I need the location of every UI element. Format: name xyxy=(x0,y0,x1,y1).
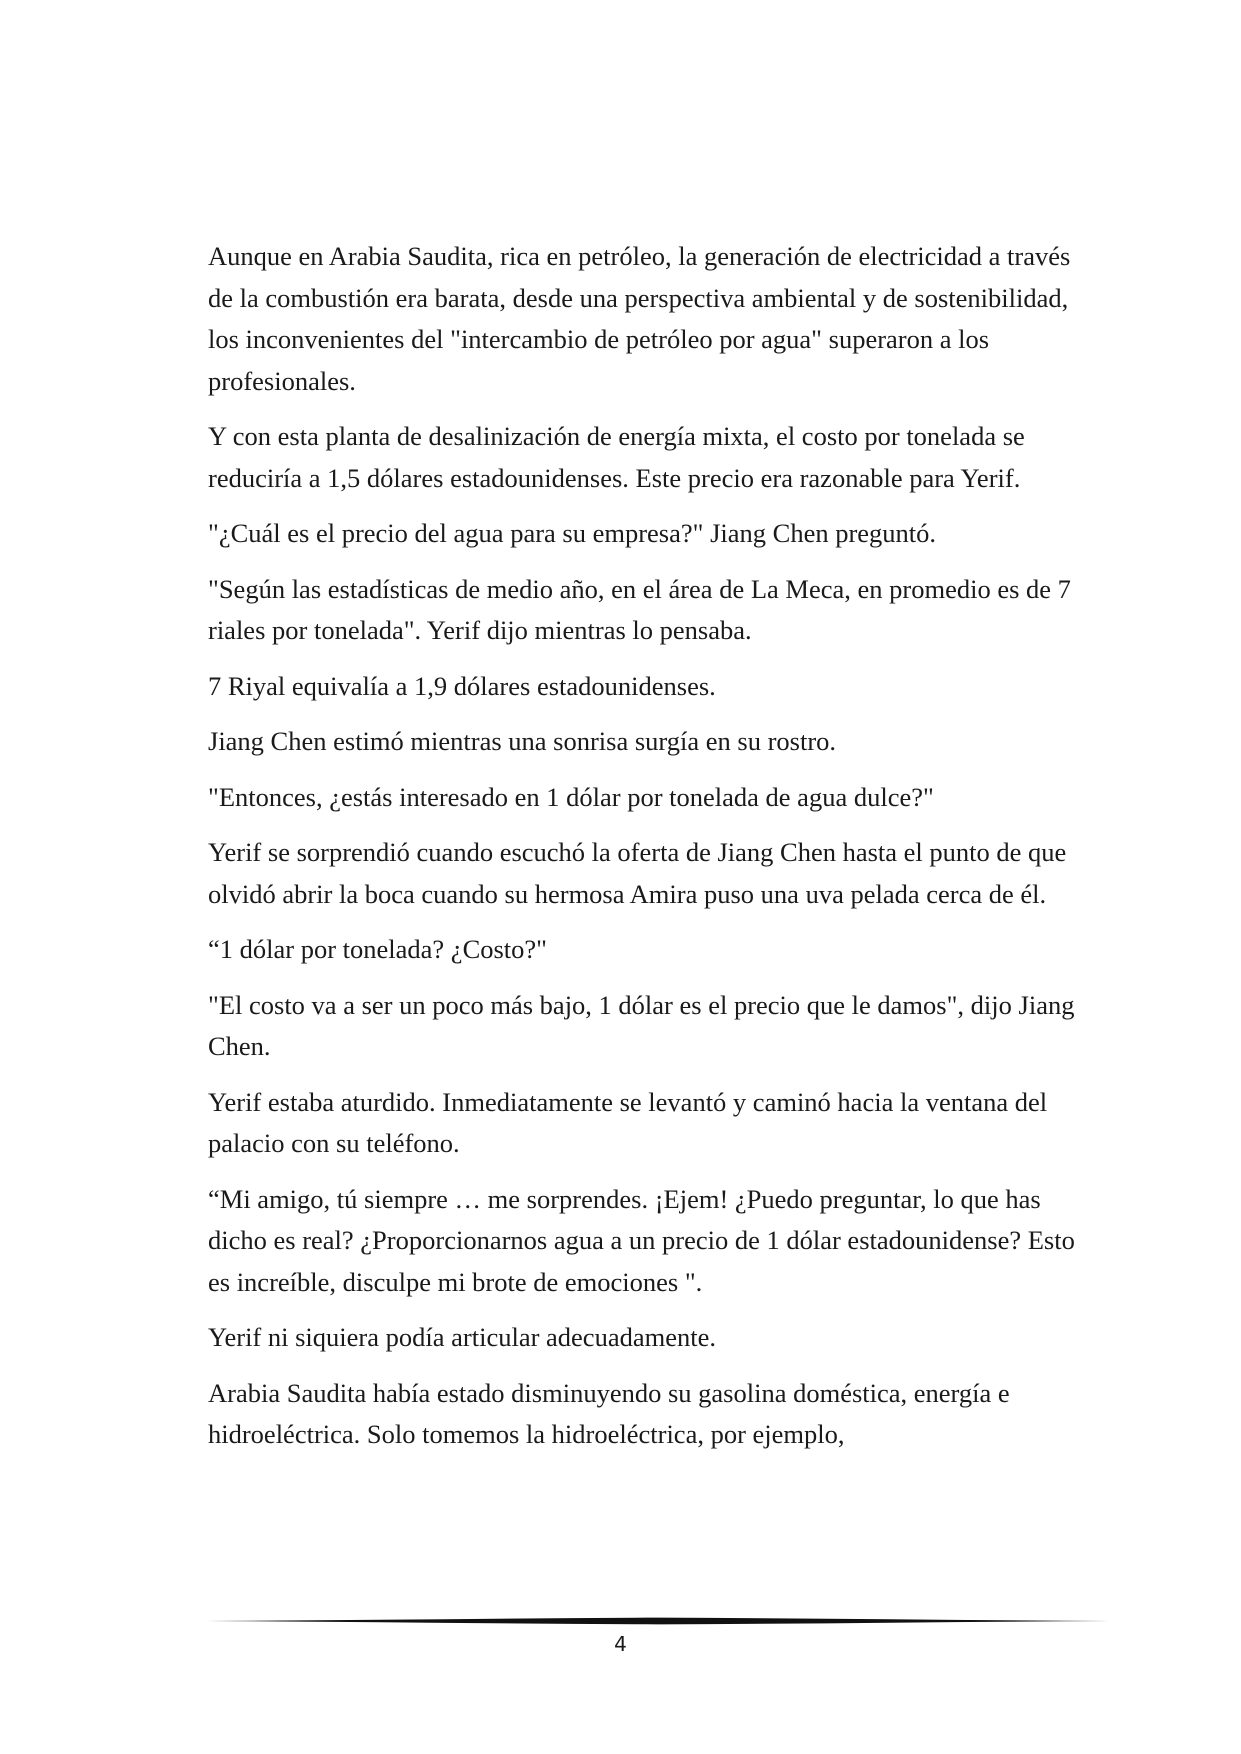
page-number: 4 xyxy=(614,1632,627,1656)
paragraph-9: “1 dólar por tonelada? ¿Costo?" xyxy=(208,934,548,964)
paragraph-8: Yerif se sorprendió cuando escuchó la oferta de Jiang Chen hasta el punto de que olvidó abrir la boca cuando su hermosa Amira puso una uva pelada cerca de él. xyxy=(208,837,1067,909)
body-text xyxy=(208,236,1078,1470)
paragraph-1: Aunque en Arabia Saudita, rica en petróleo, la generación de electricidad a través de la combustión era barata, desde una perspectiva ambiental y de sostenibilidad, los inconvenientes del "intercambio de petróleo por agua" superaron a los profesionales. xyxy=(208,241,1071,396)
paragraph-5: 7 Riyal equivalía a 1,9 dólares estadounidenses. xyxy=(208,670,716,701)
paragraph-12: “Mi amigo, tú siempre … me sorprendes. ¡Ejem! ¿Puedo preguntar, lo que has dicho es real? ¿Proporcionarnos agua a un precio de 1 dólar estadounidense? Esto es increíble, disculpe mi brote de emociones ". xyxy=(208,1183,1075,1297)
footer-rule-shape xyxy=(206,1618,1110,1625)
paragraph-3: "¿Cuál es el precio del agua para su empresa?" Jiang Chen preguntó. xyxy=(208,518,937,548)
paragraph-13: Yerif ni siquiera podía articular adecuadamente. xyxy=(208,1322,716,1352)
paragraph-6: Jiang Chen estimó mientras una sonrisa surgía en su rostro. xyxy=(208,726,837,756)
paragraph-14: Arabia Saudita había estado disminuyendo su gasolina doméstica, energía e hidroeléctrica. Solo tomemos la hidroeléctrica, por ejemplo, xyxy=(208,1377,1010,1449)
paragraph-10: "El costo va a ser un poco más bajo, 1 dólar es el precio que le damos", dijo Jiang Chen. xyxy=(208,989,1075,1061)
paragraph-11: Yerif estaba aturdido. Inmediatamente se levantó y caminó hacia la ventana del palacio con su teléfono. xyxy=(208,1086,1048,1158)
paragraph-7: "Entonces, ¿estás interesado en 1 dólar por tonelada de agua dulce?" xyxy=(208,781,934,812)
footer-rule xyxy=(206,1616,1110,1626)
paragraph-4: "Según las estadísticas de medio año, en el área de La Meca, en promedio es de 7 riales por tonelada". Yerif dijo mientras lo pensaba. xyxy=(208,573,1071,645)
paragraph-2: Y con esta planta de desalinización de energía mixta, el costo por tonelada se reduciría a 1,5 dólares estadounidenses. Este precio era razonable para Yerif. xyxy=(208,421,1025,493)
